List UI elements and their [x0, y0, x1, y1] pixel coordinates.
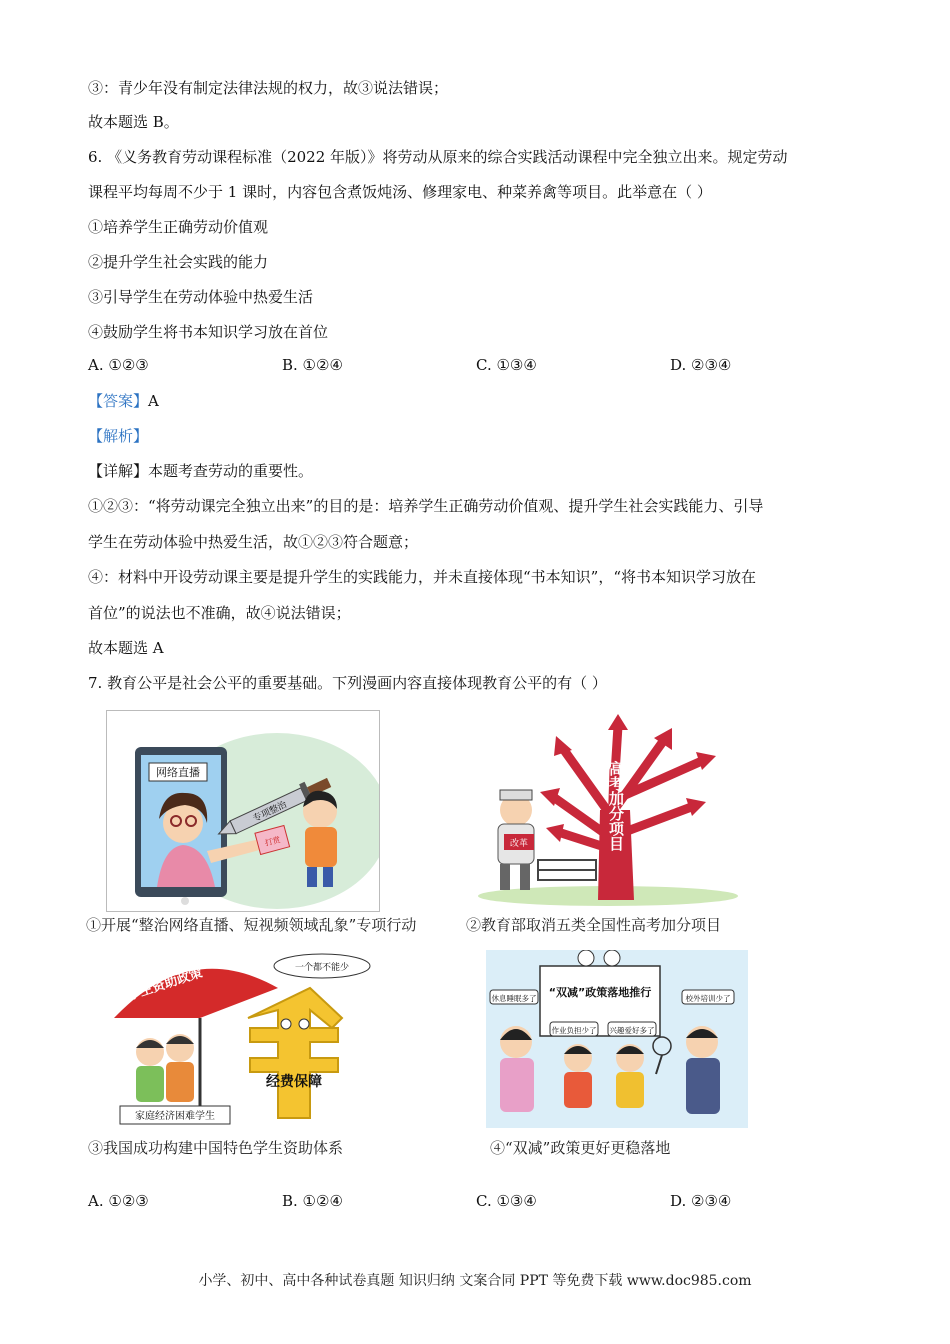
cartoon-3-illustration [110, 948, 380, 1133]
cartoon-4-illustration [486, 950, 748, 1128]
text-line: 故本题选 B。 [88, 113, 179, 131]
sign-label: 家庭经济困难学生 [135, 1111, 215, 1122]
cartoon-student-aid [110, 948, 380, 1133]
text-line: ③：青少年没有制定法律法规的权力，故③说法错误； [88, 79, 449, 97]
cartoon-1-caption: ①开展“整治网络直播、短视频领域乱象”专项行动 [86, 916, 417, 934]
badge-label: 改革 [509, 839, 529, 849]
yuan-label: 经费保障 [266, 1074, 322, 1090]
explanation-line: ④：材料中开设劳动课主要是提升学生的实践能力，并未直接体现“书本知识”，“将书本知识学习放在 [88, 568, 757, 586]
answer-value: A [148, 392, 159, 410]
explanation-line: 学生在劳动体验中热爱生活，故①②③符合题意； [88, 533, 419, 551]
option-a: A. ①②③ [88, 1192, 149, 1210]
cartoon-3-caption: ③我国成功构建中国特色学生资助体系 [88, 1139, 344, 1157]
cartoon-2-caption: ②教育部取消五类全国性高考加分项目 [466, 916, 722, 934]
option-d: D. ②③④ [670, 356, 732, 374]
option-b: B. ①②④ [282, 1192, 343, 1210]
question-6-options [88, 356, 848, 376]
page-footer: 小学、初中、高中各种试卷真题 知识归纳 文案合同 PPT 等免费下载 www.doc985.com [198, 1273, 752, 1289]
analysis-tag: 【解析】 [88, 427, 149, 445]
question-6-stem: 课程平均每周不少于 1 课时，内容包含煮饭炖汤、修理家电、种菜养禽等项目。此举意在（ ） [88, 183, 712, 201]
bubble-sleep: 休息睡眠多了 [491, 994, 537, 1003]
cartoon-livestream-rectification [106, 710, 380, 912]
option-d: D. ②③④ [670, 1192, 732, 1210]
statement-item: ①培养学生正确劳动价值观 [88, 218, 269, 236]
bubble-label: 一个都不能少 [294, 963, 350, 973]
screen-label: 网络直播 [156, 766, 200, 779]
cartoon-1-illustration [107, 711, 379, 911]
statement-item: ②提升学生社会实践的能力 [88, 253, 269, 271]
question-6-stem: 6. 《义务教育劳动课程标准（2022 年版）》将劳动从原来的综合实践活动课程中完全独立出来。规定劳动 [88, 148, 788, 166]
card-label: 打赏 [263, 834, 282, 848]
explanation-line: ①②③：“将劳动课完全独立出来”的目的是：培养学生正确劳动价值观、提升学生社会实践能力、引导 [88, 497, 764, 515]
cartoon-double-reduction [486, 950, 748, 1128]
answer-line [88, 391, 159, 411]
banner-label: “双减”政策落地推行 [548, 986, 652, 999]
explanation-line: 首位”的说法也不准确，故④说法错误； [88, 604, 351, 622]
answer-tag: 【答案】 [88, 392, 149, 410]
option-c: C. ①③④ [476, 356, 537, 374]
cartoon-4-caption: ④“双减”政策更好更稳落地 [490, 1139, 671, 1157]
option-c: C. ①③④ [476, 1192, 537, 1210]
bubble-tutoring: 校外培训少了 [685, 994, 731, 1003]
question-7-stem: 7. 教育公平是社会公平的重要基础。下列漫画内容直接体现教育公平的有（ ） [88, 674, 607, 692]
statement-item: ③引导学生在劳动体验中热爱生活 [88, 288, 314, 306]
statement-item: ④鼓励学生将书本知识学习放在首位 [88, 323, 329, 341]
tree-vertical-label: 高考加分项目 [607, 761, 625, 851]
umbrella-label: 学生资助政策 [125, 965, 205, 1004]
bubble-homework: 作业负担少了 [551, 1026, 597, 1035]
conclusion-line: 故本题选 A [88, 639, 164, 657]
cartoon-2-illustration [468, 710, 750, 910]
bubble-hobby: 兴趣爱好多了 [609, 1026, 655, 1035]
question-7-options [88, 1192, 848, 1212]
detail-line: 【详解】本题考查劳动的重要性。 [88, 462, 314, 480]
cartoon-college-entrance-bonus [468, 710, 750, 910]
sword-label: 专项整治 [251, 800, 289, 825]
option-b: B. ①②④ [282, 356, 343, 374]
option-a: A. ①②③ [88, 356, 149, 374]
